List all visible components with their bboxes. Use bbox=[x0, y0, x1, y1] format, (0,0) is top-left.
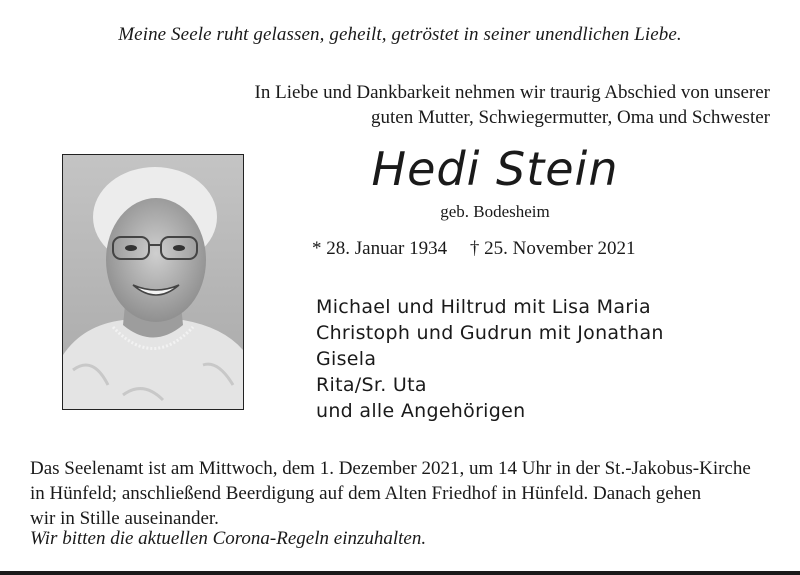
service-line-1: Das Seelenamt ist am Mittwoch, dem 1. Dezember 2021, um 14 Uhr in der St.-Jakobus-Kirche bbox=[30, 458, 751, 479]
birth-date: * 28. Januar 1934 bbox=[312, 238, 448, 259]
mourner-line: und alle Angehörigen bbox=[316, 400, 526, 422]
intro-text bbox=[150, 80, 770, 130]
mourner-line: Gisela bbox=[316, 348, 377, 370]
service-line-3: wir in Stille auseinander. bbox=[30, 508, 219, 529]
bottom-rule bbox=[0, 571, 800, 575]
service-line-2: in Hünfeld; anschließend Beerdigung auf dem Alten Friedhof in Hünfeld. Danach gehen bbox=[30, 483, 702, 504]
mourner-line: Rita/Sr. Uta bbox=[316, 374, 427, 396]
life-dates bbox=[312, 238, 672, 260]
intro-line-2: guten Mutter, Schwiegermutter, Oma und Schwester bbox=[371, 107, 770, 128]
mourners-list bbox=[316, 294, 756, 424]
portrait-illustration bbox=[63, 155, 243, 409]
maiden-name: geb. Bodesheim bbox=[440, 202, 550, 221]
death-date: † 25. November 2021 bbox=[469, 238, 636, 259]
deceased-name: Hedi Stein bbox=[371, 142, 619, 196]
covid-note: Wir bitten die aktuellen Corona-Regeln einzuhalten. bbox=[30, 528, 427, 549]
service-details bbox=[30, 456, 772, 531]
motto-text: Meine Seele ruht gelassen, geheilt, getröstet in seiner unendlichen Liebe. bbox=[118, 24, 682, 45]
mourner-line: Christoph und Gudrun mit Jonathan bbox=[316, 322, 664, 344]
portrait-photo bbox=[62, 154, 244, 410]
mourner-line: Michael und Hiltrud mit Lisa Maria bbox=[316, 296, 651, 318]
intro-line-1: In Liebe und Dankbarkeit nehmen wir traurig Abschied von unserer bbox=[254, 82, 770, 103]
